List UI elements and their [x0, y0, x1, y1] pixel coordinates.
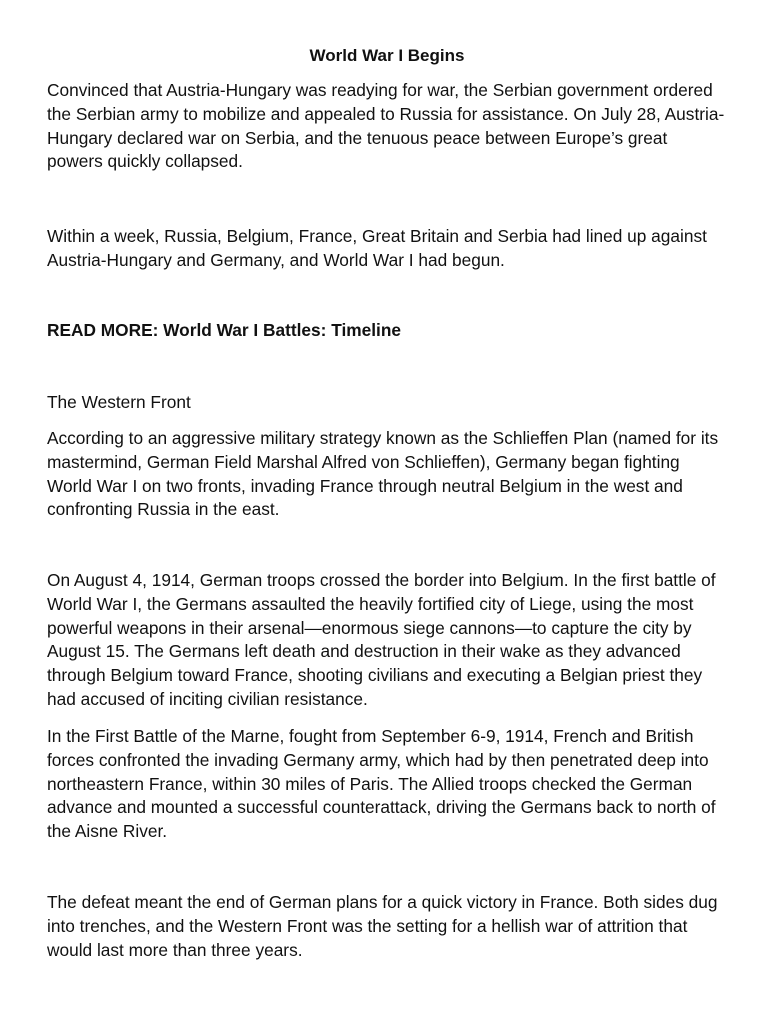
paragraph-trench-warfare: The defeat meant the end of German plans for a quick victory in France. Both sides dug into trenches, and the Western Front was the setting for a hellish war of attrition that would last more than three years.: [47, 892, 718, 960]
paragraph-schlieffen-plan: According to an aggressive military strategy known as the Schlieffen Plan (named for its mastermind, German Field Marshal Alfred von Schlieffen), Germany began fighting World War I on two fronts, invading France through neutral Belgium in the west and confronting Russia in the east.: [47, 428, 719, 520]
paragraph-battle-of-marne: In the First Battle of the Marne, fought from September 6-9, 1914, French and British forces confronted the invading Germany army, which had by then penetrated deep into northeastern France, within 30 miles of Paris. The Allied troops checked the German advance and mounted a successful counterattack, driving the Germans back to north of the Aisne River.: [47, 726, 716, 842]
paragraph-war-begun: Within a week, Russia, Belgium, France, Great Britain and Serbia had lined up against Austria-Hungary and Germany, and World War I had begun.: [47, 226, 707, 270]
read-more-heading: READ MORE: World War I Battles: Timeline: [47, 320, 401, 340]
section-heading-western-front: The Western Front: [47, 392, 191, 412]
page-title: World War I Begins: [309, 46, 465, 65]
paragraph-belgium-invasion: On August 4, 1914, German troops crossed the border into Belgium. In the first battle of World War I, the Germans assaulted the heavily fortified city of Liege, using the most powerful weapons in their arsenal—enormous siege cannons—to capture the city by August 15. The Germans left death and destruction in their wake as they advanced through Belgium toward France, shooting civilians and executing a Belgian priest they had accused of inciting civilian resistance.: [47, 570, 716, 709]
paragraph-serbia-mobilization: Convinced that Austria-Hungary was readying for war, the Serbian government ordered the Serbian army to mobilize and appealed to Russia for assistance. On July 28, Austria-Hungary declared war on Serbia, and the tenuous peace between Europe’s great powers quickly collapsed.: [47, 80, 725, 172]
